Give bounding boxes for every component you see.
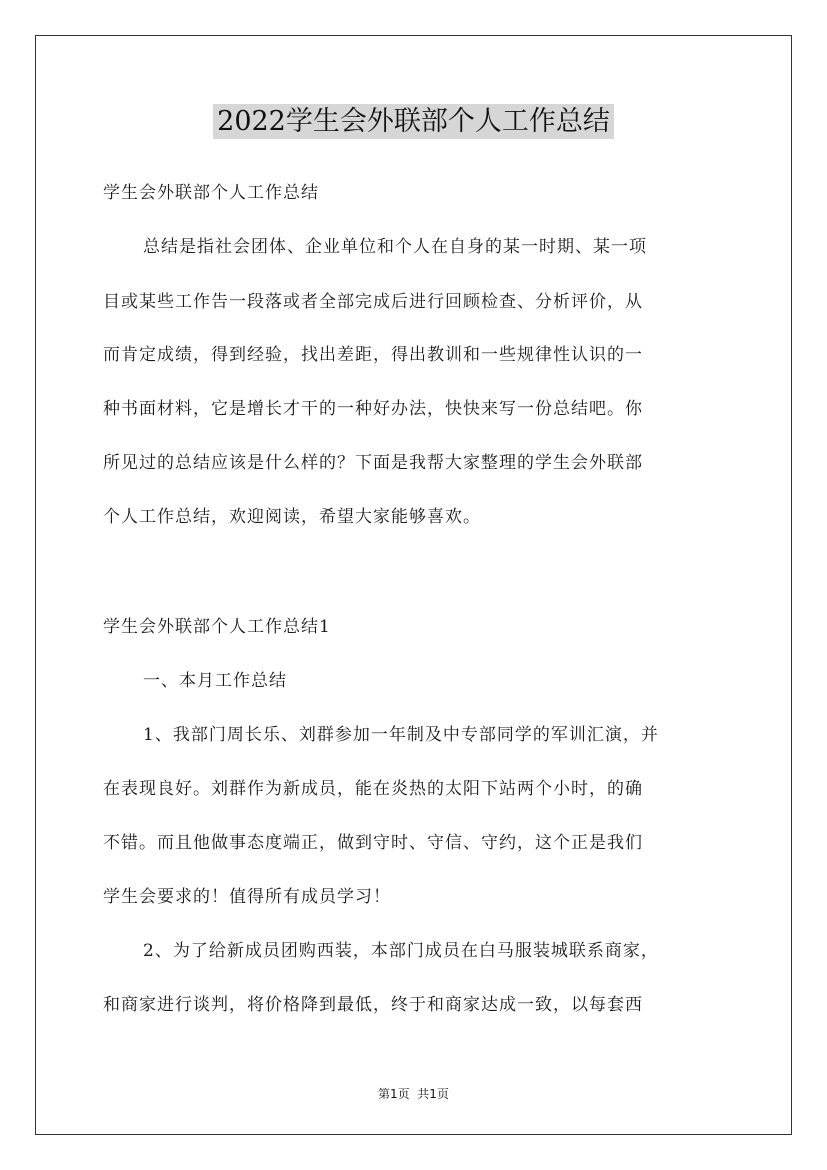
section-heading: 学生会外联部个人工作总结1 (103, 617, 331, 637)
item2-line: 2、为了给新成员团购西装，本部门成员在白马服装城联系商家， (143, 941, 659, 961)
intro-line: 而肯定成绩，得到经验，找出差距，得出教训和一些规律性认识的一 (103, 345, 643, 365)
intro-line: 种书面材料，它是增长才干的一种好办法，快快来写一份总结吧。你 (103, 399, 643, 419)
section-subheading: 一、本月工作总结 (143, 671, 287, 691)
intro-line: 总结是指社会团体、企业单位和个人在自身的某一时期、某一项 (143, 237, 647, 257)
item1-line: 学生会要求的！值得所有成员学习！ (103, 887, 391, 907)
item2-line: 和商家进行谈判，将价格降到最低，终于和商家达成一致，以每套西 (103, 995, 643, 1015)
document-title-text: 2022学生会外联部个人工作总结 (213, 104, 614, 139)
item1-line: 1、我部门周长乐、刘群参加一年制及中专部同学的军训汇演，并 (143, 725, 659, 745)
item1-line: 在表现良好。刘群作为新成员，能在炎热的太阳下站两个小时，的确 (103, 779, 643, 799)
intro-line: 个人工作总结，欢迎阅读，希望大家能够喜欢。 (103, 507, 481, 527)
document-title (0, 104, 827, 140)
page-footer: 第1页 共1页 (378, 1087, 449, 1101)
intro-line: 目或某些工作告一段落或者全部完成后进行回顾检查、分析评价，从 (103, 292, 643, 312)
document-subtitle: 学生会外联部个人工作总结 (103, 183, 319, 203)
item1-line: 不错。而且他做事态度端正，做到守时、守信、守约，这个正是我们 (103, 833, 643, 853)
intro-line: 所见过的总结应该是什么样的？下面是我帮大家整理的学生会外联部 (103, 453, 643, 473)
